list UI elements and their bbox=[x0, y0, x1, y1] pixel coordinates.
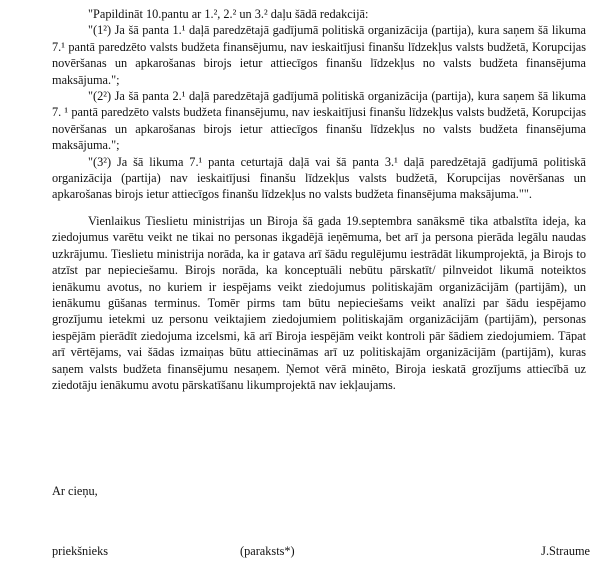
intro-line: "Papildināt 10.pantu ar 1.², 2.² un 3.² daļu šādā redakcijā: bbox=[88, 7, 369, 21]
amendment-2-2: "(2²) Ja šā panta 2.¹ daļā paredzētajā gadījumā politiskā organizācija (partija), kura saņem šā likuma 7. ¹ pantā paredzēto valsts budžeta finansējumu, nav ieskaitījusi finanšu līdzekļus valsts budžetā, Korupcijas novēršanas un apkarošanas birojs ietur attiecīgos finanšu līdzekļus no valsts budžeta finansējuma maksājuma."; bbox=[52, 89, 586, 153]
amendment-1-2: "(1²) Ja šā panta 1.¹ daļā paredzētajā gadījumā politiskā organizācija (partija), kura saņem šā likuma 7.¹ pantā paredzēto valsts budžeta finansējumu, nav ieskaitījusi finanšu līdzekļus valsts budžetā, Korupcijas novēršanas un apkarošanas birojs ietur attiecīgos finanšu līdzekļus no valsts budžeta finansējuma maksājuma."; bbox=[52, 23, 586, 87]
main-paragraph: Vienlaikus Tieslietu ministrijas un Biroja šā gada 19.septembra sanāksmē tika atbalstīta ideja, ka ziedojumus varētu veikt ne tikai no personas ikgadējā ieņēmuma, bet arī ja persona pierāda legālu naudas uzkrājumu. Tieslietu ministrija norāda, ka ir gatava arī šādu regulējumu iestrādāt likumprojektā, ja Birojs to atzīst par nepieciešamu. Birojs norāda, ka konceptuāli nebūtu pārskatīt/ pilnveidot likumā noteiktos ienākumu avotus, no kuriem ir iespējams veikt ziedojumus politiskajām organizācijām (partijām), un ienākumu gūšanas terminus. Tomēr pirms tam būtu nepieciešams veikt analīzi par šādu iespējamo grozījumu ietekmi uz personu veiktajiem ziedojumiem politiskajām organizācijām (partijām), personas iespējām pierādīt ziedojuma izcelsmi, kā arī Biroja iespējām veikt kontroli pār šādiem ziedojumiem. Tāpat arī vērtējams, vai šādas izmaiņas būtu attiecināmas arī uz politiskajām organizācijām (partijām), kuras saņem valsts budžeta finansējumu nesaņem. Ņemot vērā minēto, Biroja ieskatā grozījums attiecībā uz ziedotāju ienākumu avotu pārskatīšanu likumprojektā nav iekļaujams. bbox=[52, 213, 586, 392]
closing-salutation: Ar cieņu, bbox=[52, 484, 98, 498]
signatory-name: J.Straume bbox=[541, 544, 590, 558]
amendment-3-2: "(3²) Ja šā likuma 7.¹ panta ceturtajā daļā vai šā panta 3.¹ daļā paredzētajā gadījumā politiskā organizācija (partija) nav ieskaitījusi finanšu līdzekļus valsts budžetā, Korupcijas novēršanas un apkarošanas birojs ietur attiecīgos finanšu līdzekļus no valsts budžeta finansējuma maksājuma."". bbox=[52, 154, 586, 202]
signatory-title: priekšnieks bbox=[52, 544, 109, 558]
document-body bbox=[52, 6, 586, 393]
signature-mark: (paraksts*) bbox=[240, 544, 295, 558]
